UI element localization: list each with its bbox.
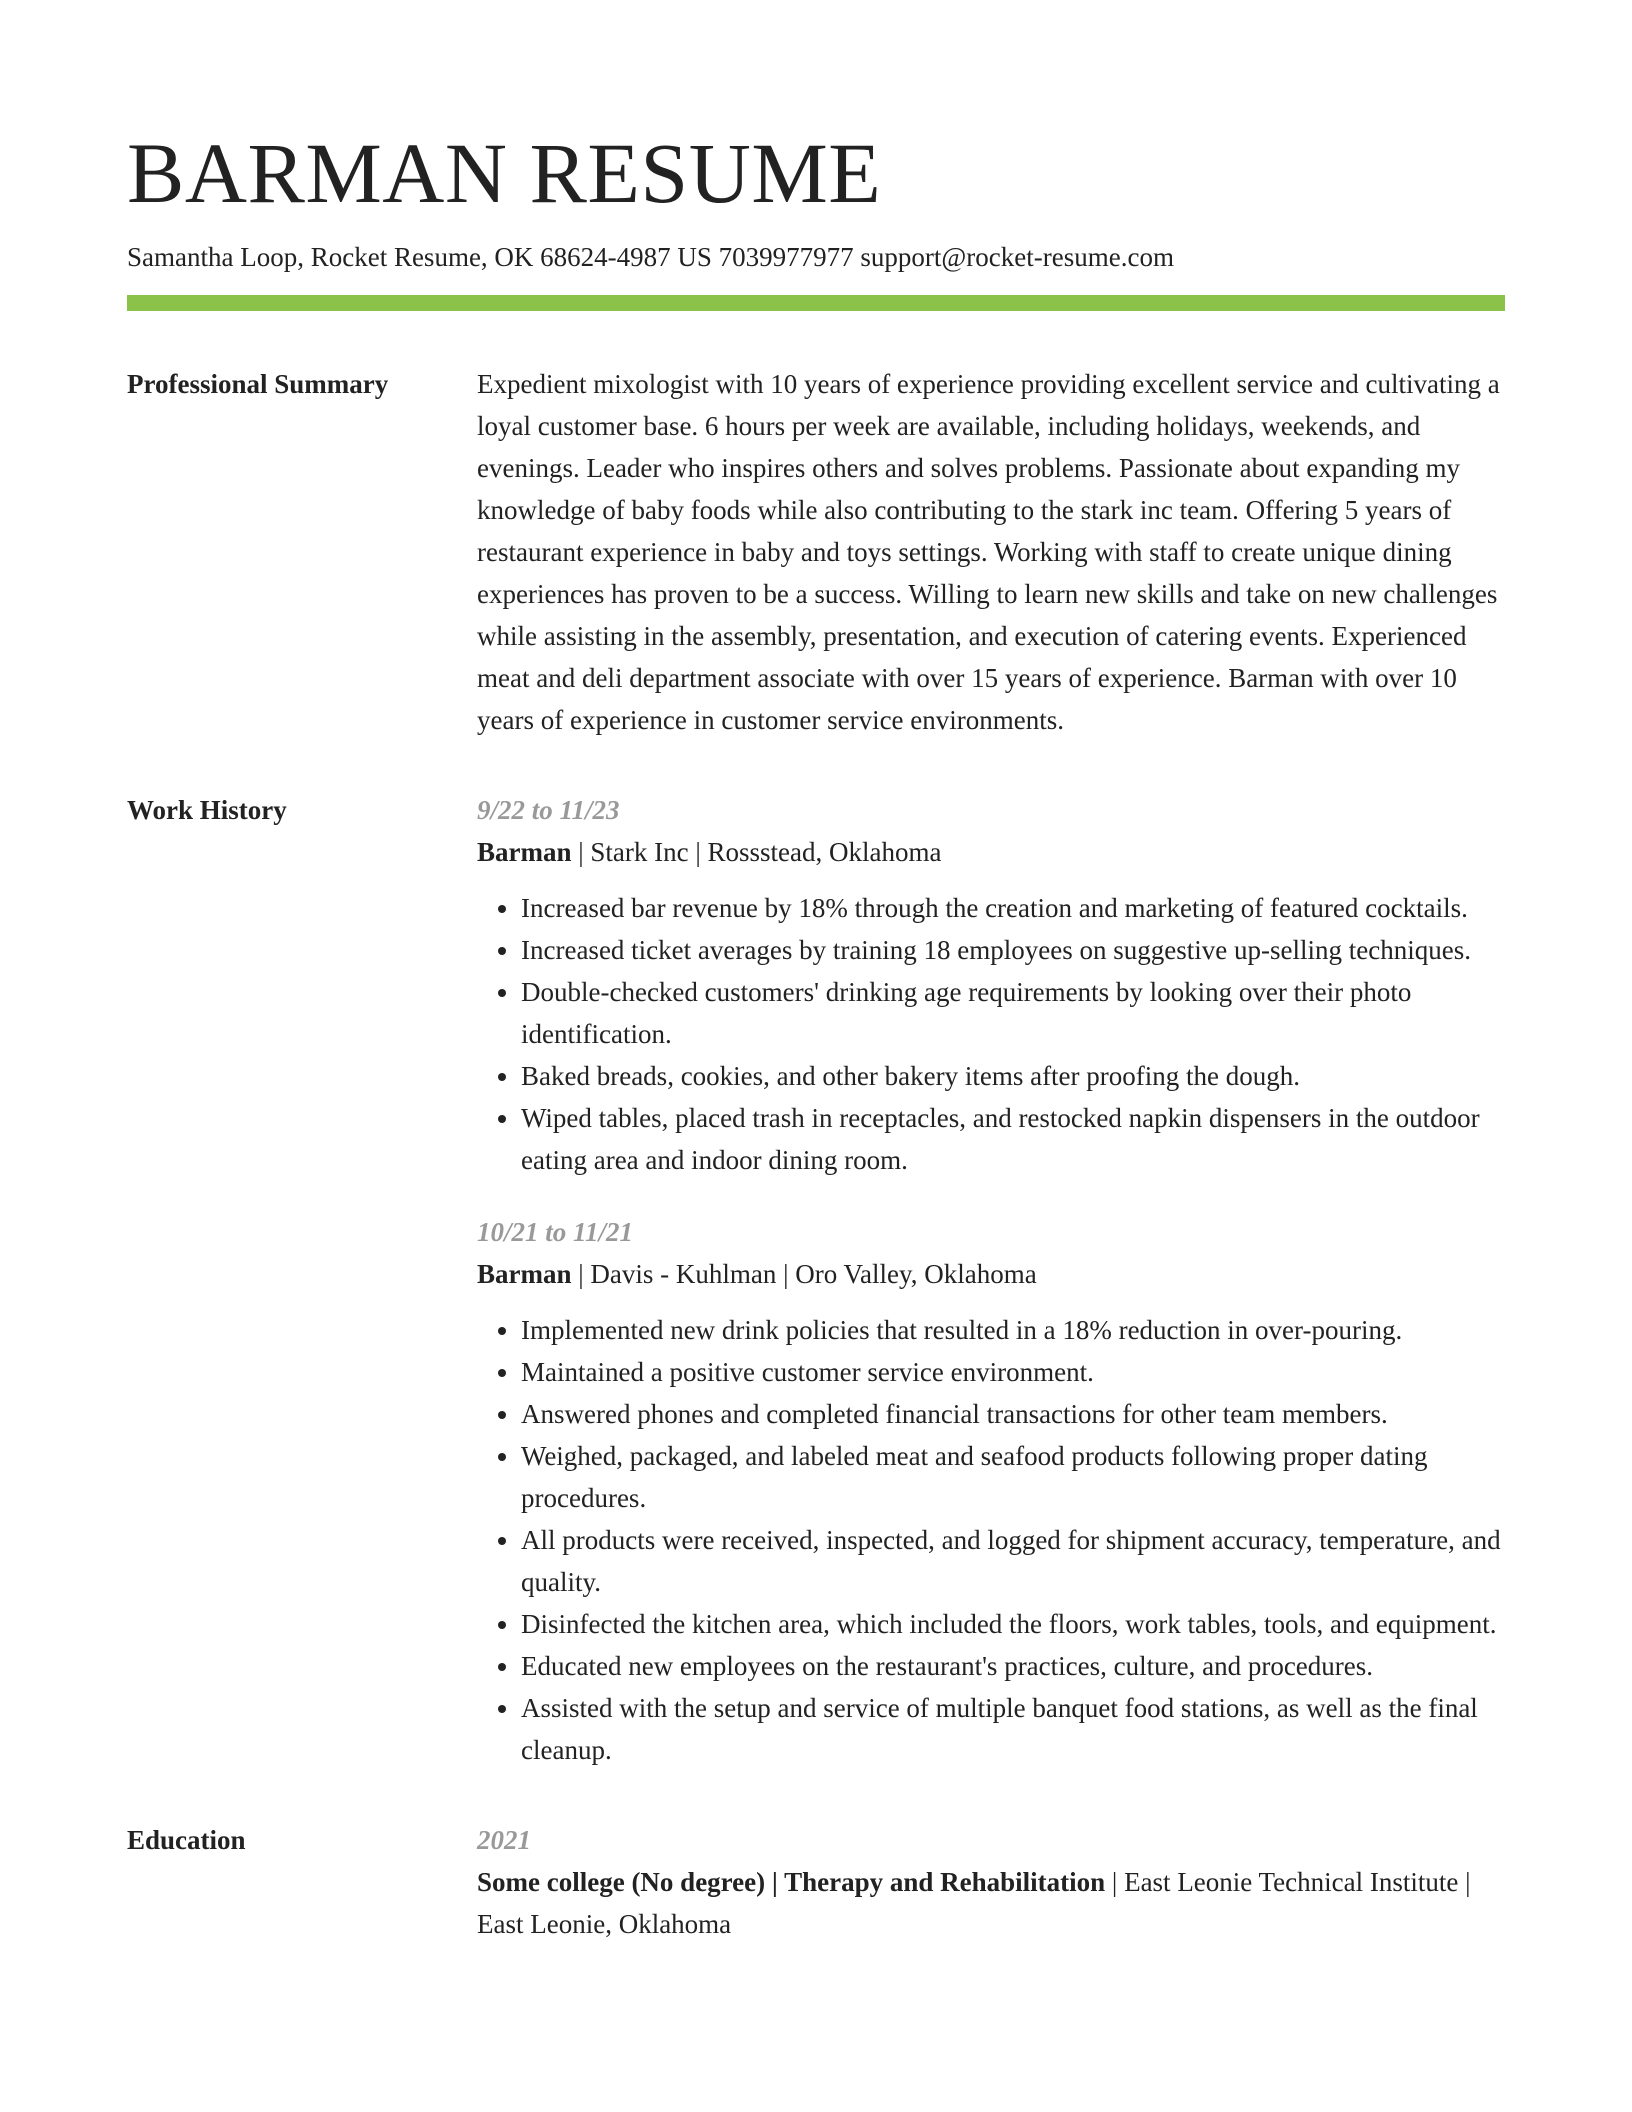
job-bullet: • Baked breads, cookies, and other bakery items after proofing the dough. (521, 1055, 1505, 1097)
job-bullet: • Weighed, packaged, and labeled meat and seafood products following proper dating procedures. (521, 1435, 1505, 1519)
education-label: Education (127, 1825, 246, 1856)
education-school-location: | East Leonie Technical Institute | East Leonie, Oklahoma (477, 1867, 1471, 1940)
education-degree: Some college (No degree) | Therapy and Rehabilitation (477, 1867, 1106, 1898)
education-section (127, 1819, 1505, 1945)
header-divider (127, 295, 1505, 311)
work-history-label: Work History (127, 795, 287, 826)
job-title-line (477, 1253, 1505, 1295)
job-employer-location: | Stark Inc | Rossstead, Oklahoma (571, 837, 942, 868)
job-bullet: • All products were received, inspected, and logged for shipment accuracy, temperature, and quality. (521, 1519, 1505, 1603)
education-date: 2021 (477, 1825, 531, 1856)
job-title-line (477, 831, 1505, 873)
job-bullet: • Maintained a positive customer service environment. (521, 1351, 1505, 1393)
job-bullet: • Double-checked customers' drinking age requirements by looking over their photo identification. (521, 971, 1505, 1055)
contact-line: Samantha Loop, Rocket Resume, OK 68624-4987 US 7039977977 support@rocket-resume.com (127, 242, 1174, 272)
job-bullet: • Disinfected the kitchen area, which included the floors, work tables, tools, and equipment. (521, 1603, 1505, 1645)
job-entry (477, 1211, 1505, 1771)
work-history-section (127, 789, 1505, 1771)
job-employer-location: | Davis - Kuhlman | Oro Valley, Oklahoma (571, 1259, 1037, 1290)
job-bullet: • Implemented new drink policies that resulted in a 18% reduction in over-pouring. (521, 1309, 1505, 1351)
summary-text: Expedient mixologist with 10 years of experience providing excellent service and cultivating a loyal customer base. 6 hours per week are available, including holidays, weekends, and evenings. Leader who inspires others and solves problems. Passionate about expanding my knowledge of baby foods while also contributing to the stark inc team. Offering 5 years of restaurant experience in baby and toys settings. Working with staff to create unique dining experiences has proven to be a success. Willing to learn new skills and take on new challenges while assisting in the assembly, presentation, and execution of catering events. Experienced meat and deli department associate with over 15 years of experience. Barman with over 10 years of experience in customer service environments. (477, 369, 1500, 736)
job-date: 9/22 to 11/23 (477, 795, 620, 826)
summary-label: Professional Summary (127, 369, 389, 400)
job-bullet: • Wiped tables, placed trash in receptacles, and restocked napkin dispensers in the outdoor eating area and indoor dining room. (521, 1097, 1505, 1181)
education-body (477, 1819, 1505, 1945)
summary-body (477, 363, 1505, 741)
job-date: 10/21 to 11/21 (477, 1217, 634, 1248)
job-bullet: • Increased bar revenue by 18% through the creation and marketing of featured cocktails. (521, 887, 1505, 929)
job-bullet-list (477, 1309, 1505, 1771)
job-bullet: • Assisted with the setup and service of multiple banquet food stations, as well as the final cleanup. (521, 1687, 1505, 1771)
resume-title: BARMAN RESUME (127, 125, 882, 221)
summary-section (127, 363, 1505, 741)
job-role: Barman (477, 837, 572, 868)
work-history-body (477, 789, 1505, 1771)
job-bullet-list (477, 887, 1505, 1181)
job-bullet: • Increased ticket averages by training 18 employees on suggestive up-selling techniques. (521, 929, 1505, 971)
job-role: Barman (477, 1259, 572, 1290)
job-bullet: • Answered phones and completed financial transactions for other team members. (521, 1393, 1505, 1435)
job-entry (477, 789, 1505, 1181)
job-bullet: • Educated new employees on the restaurant's practices, culture, and procedures. (521, 1645, 1505, 1687)
education-entry (477, 1861, 1505, 1945)
